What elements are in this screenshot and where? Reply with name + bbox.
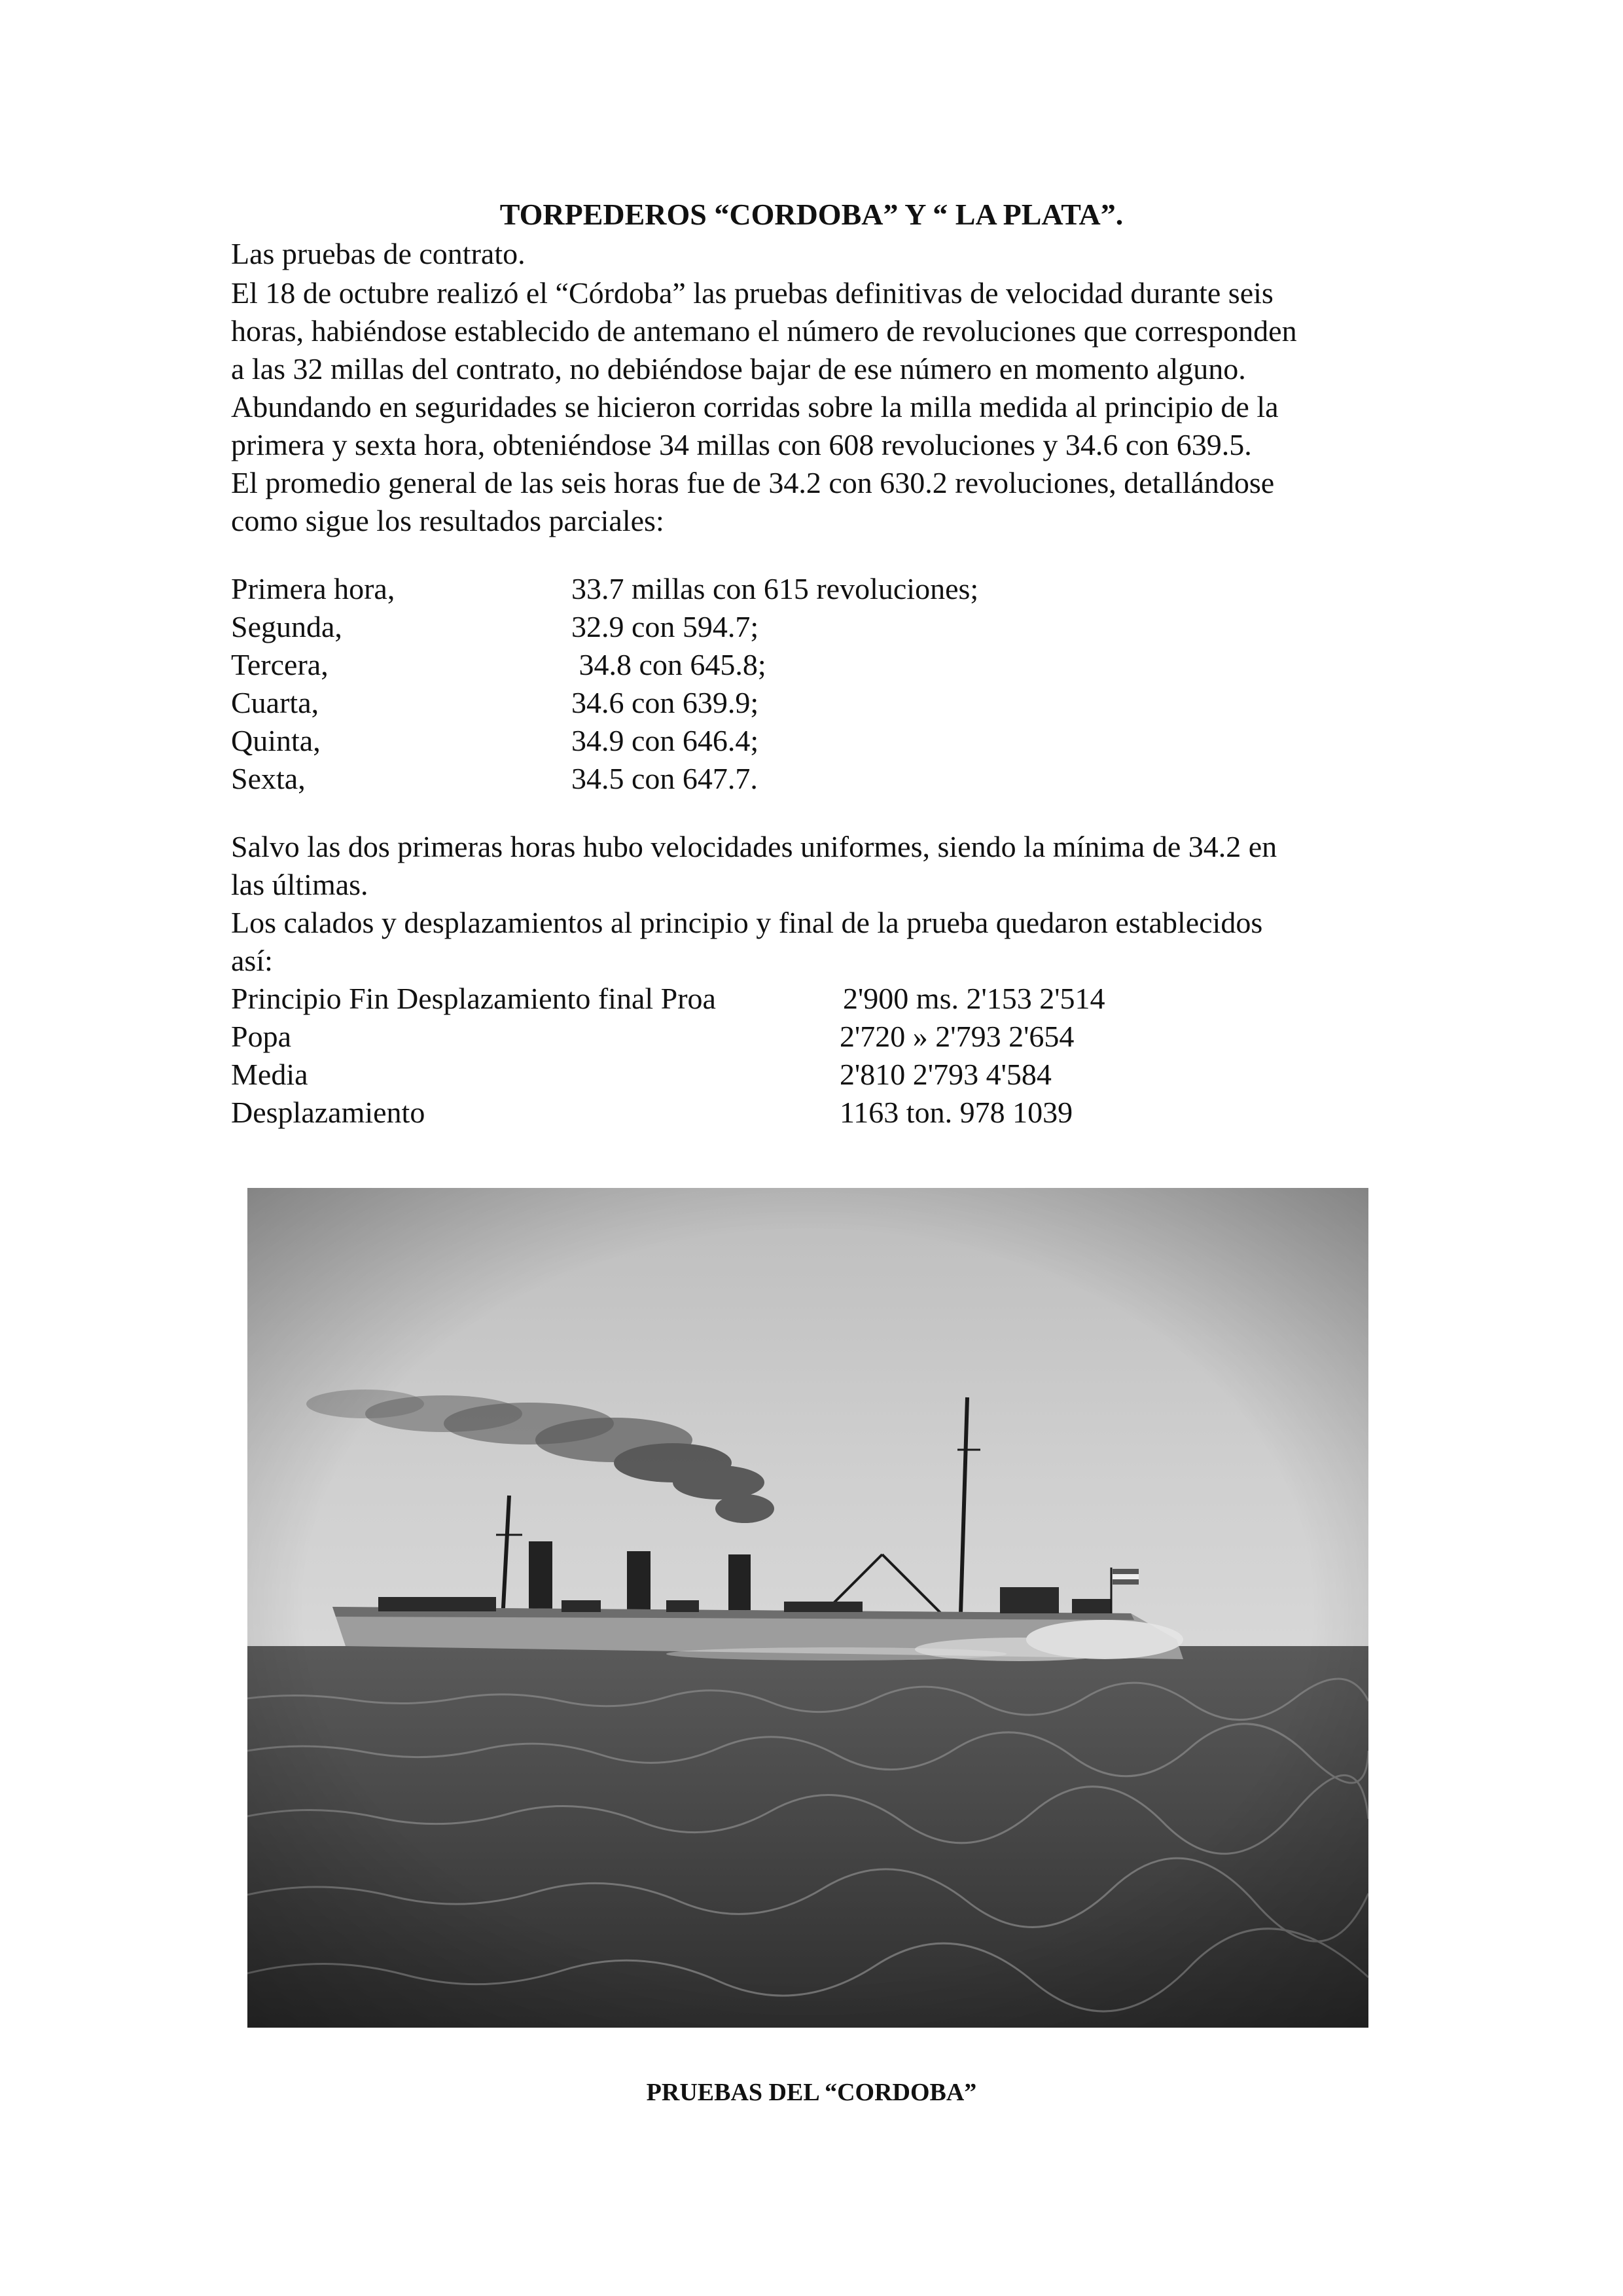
draft-label: Media (231, 1058, 308, 1091)
hour-row (231, 683, 1392, 723)
hour-row (231, 569, 1392, 609)
paragraph-line: como sigue los resultados parciales: (231, 504, 664, 537)
draft-row (231, 1017, 1392, 1056)
document-title: TORPEDEROS “CORDOBA” Y “ LA PLATA”. (499, 198, 1124, 231)
hour-value: 34.6 con 639.9; (571, 686, 759, 719)
hour-label: Tercera, (231, 648, 329, 681)
draft-row (231, 1055, 1392, 1094)
paragraph-line: horas, habiéndose establecido de antemano el número de revoluciones que corresponden (231, 314, 1297, 348)
paragraph-line: las últimas. (231, 868, 368, 901)
hour-value: 34.8 con 645.8; (571, 648, 766, 681)
hour-label: Sexta, (231, 762, 306, 795)
hour-label: Cuarta, (231, 686, 319, 719)
paragraph-line: a las 32 millas del contrato, no debiéndose bajar de ese número en momento alguno. (231, 352, 1246, 386)
subtitle: Las pruebas de contrato. (231, 237, 526, 270)
draft-value: 2'720 » 2'793 2'654 (840, 1020, 1075, 1053)
hour-row (231, 759, 1392, 798)
hour-value: 34.5 con 647.7. (571, 762, 758, 795)
ship-photo (247, 1188, 1368, 2028)
hour-label: Quinta, (231, 724, 321, 757)
paragraph-line: primera y sexta hora, obteniéndose 34 millas con 608 revoluciones y 34.6 con 639.5. (231, 428, 1252, 461)
paragraph-line: Abundando en seguridades se hicieron corridas sobre la milla medida al principio de la (231, 390, 1279, 423)
paragraph-line: El promedio general de las seis horas fue de 34.2 con 630.2 revoluciones, detallándose (231, 466, 1275, 499)
draft-label: Popa (231, 1020, 291, 1053)
paragraph-line: Salvo las dos primeras horas hubo velocidades uniformes, siendo la mínima de 34.2 en (231, 830, 1277, 863)
draft-value: 1163 ton. 978 1039 (840, 1096, 1073, 1129)
hour-row (231, 607, 1392, 647)
draft-row (231, 979, 1392, 1018)
ship-photo-illustration (247, 1188, 1368, 2028)
photo-caption: PRUEBAS DEL “CORDOBA” (646, 2079, 977, 2106)
draft-label: Principio Fin Desplazamiento final Proa (231, 982, 716, 1015)
paragraph-line: El 18 de octubre realizó el “Córdoba” las pruebas definitivas de velocidad durante seis (231, 276, 1274, 310)
hour-label: Primera hora, (231, 572, 395, 605)
draft-label: Desplazamiento (231, 1096, 425, 1129)
draft-value: 2'810 2'793 4'584 (840, 1058, 1052, 1091)
draft-row (231, 1093, 1392, 1132)
hour-row (231, 645, 1392, 685)
paragraph-line: así: (231, 944, 273, 977)
hour-value: 33.7 millas con 615 revoluciones; (571, 572, 979, 605)
hour-row (231, 721, 1392, 761)
draft-value: 2'900 ms. 2'153 2'514 (843, 982, 1105, 1015)
paragraph-line: Los calados y desplazamientos al principio y final de la prueba quedaron establecidos (231, 906, 1263, 939)
hour-value: 34.9 con 646.4; (571, 724, 759, 757)
hour-value: 32.9 con 594.7; (571, 610, 759, 643)
hour-label: Segunda, (231, 610, 342, 643)
